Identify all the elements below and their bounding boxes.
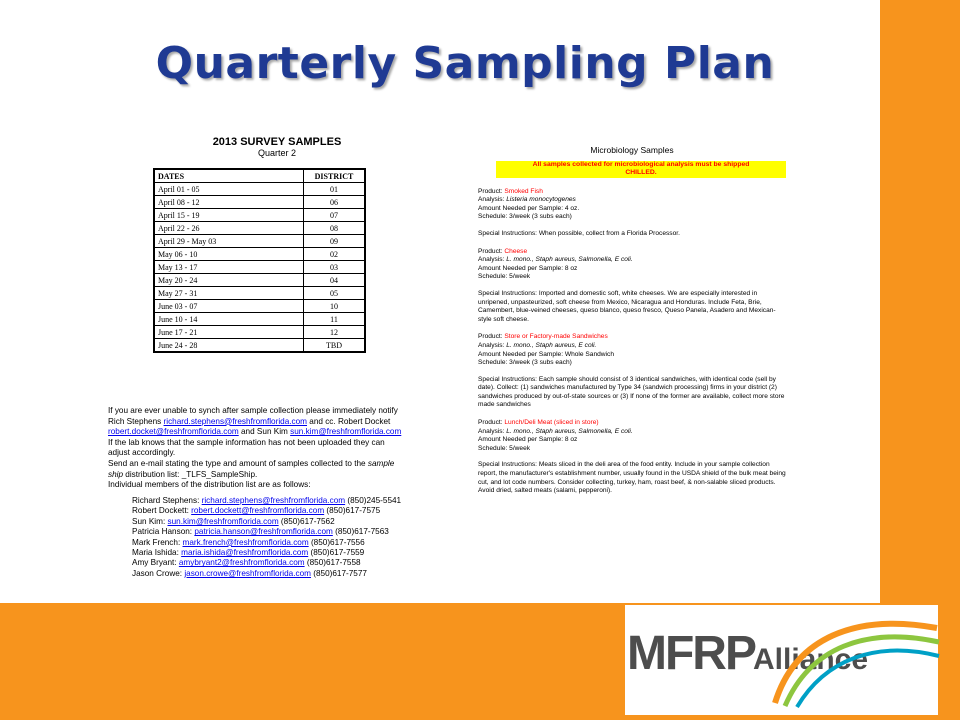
district-cell: 09 xyxy=(304,235,366,248)
note-text: sample xyxy=(367,458,395,468)
table-row xyxy=(154,339,365,353)
note-text: distribution list: _TLFS_SampleShip. xyxy=(123,469,258,479)
column-header-district: DISTRICT xyxy=(304,169,366,183)
product-name: Cheese xyxy=(504,247,528,255)
district-cell: TBD xyxy=(304,339,366,353)
email-link[interactable]: maria.ishida@freshfromflorida.com xyxy=(181,548,309,558)
contact-name: Amy Bryant: xyxy=(132,558,179,568)
column-header-dates: DATES xyxy=(154,169,304,183)
alert-line: CHILLED. xyxy=(625,169,657,177)
date-cell: April 01 - 05 xyxy=(154,183,304,196)
date-cell: June 10 - 14 xyxy=(154,313,304,326)
district-cell: 08 xyxy=(304,222,366,235)
product-label: Product: xyxy=(478,187,505,195)
contact-phone: (850)617-7563 xyxy=(332,527,389,537)
table-row xyxy=(154,235,365,248)
schedule-table xyxy=(153,168,366,353)
date-cell: May 13 - 17 xyxy=(154,261,304,274)
email-link[interactable]: richard.stephens@freshfromflorida.com xyxy=(201,496,346,505)
analysis-value: L. mono., Staph aureus, E coli. xyxy=(506,341,597,349)
date-cell: May 06 - 10 xyxy=(154,248,304,261)
contact-row xyxy=(132,506,442,516)
email-link[interactable]: robert.docket@freshfromflorida.com xyxy=(108,427,239,437)
contact-row xyxy=(132,517,442,527)
district-cell: 07 xyxy=(304,209,366,222)
note-line xyxy=(108,417,438,428)
date-cell: June 03 - 07 xyxy=(154,300,304,313)
table-row xyxy=(154,196,365,209)
note-line xyxy=(108,427,438,438)
analysis-line xyxy=(478,428,786,437)
contact-row xyxy=(132,496,442,506)
date-cell: April 15 - 19 xyxy=(154,209,304,222)
date-cell: April 22 - 26 xyxy=(154,222,304,235)
contact-row xyxy=(132,527,442,537)
contact-name: Robert Dockett: xyxy=(132,506,192,516)
analysis-label: Analysis: xyxy=(478,196,507,204)
table-row xyxy=(154,248,365,261)
table-row xyxy=(154,222,365,235)
product-block xyxy=(478,419,786,496)
product-line xyxy=(478,333,786,342)
sync-instructions xyxy=(108,406,438,491)
analysis-line xyxy=(478,256,786,265)
district-cell: 06 xyxy=(304,196,366,209)
contact-row xyxy=(132,548,442,558)
contact-phone: (850)617-7577 xyxy=(310,568,367,578)
product-label: Product: xyxy=(478,247,505,255)
schedule-line: Schedule: 5/week xyxy=(478,273,531,281)
analysis-value: Listeria monocytogenes xyxy=(506,196,576,204)
note-line: If you are ever unable to synch after sample collection please immediately notify xyxy=(108,406,398,415)
analysis-label: Analysis: xyxy=(478,341,507,349)
alert-line: All samples collected for microbiological analysis must be shipped xyxy=(532,160,750,168)
instructions-line: Special Instructions: When possible, collect from a Florida Processor. xyxy=(478,229,680,237)
note-text: and cc. Robert Docket xyxy=(307,416,391,426)
note-line xyxy=(108,470,438,481)
table-row xyxy=(154,183,365,196)
note-text: Rich Stephens xyxy=(108,416,164,426)
schedule-line: Schedule: 3/week (3 subs each) xyxy=(478,213,572,221)
amount-line: Amount Needed per Sample: 4 oz. xyxy=(478,204,580,212)
contact-phone: (850)617-7558 xyxy=(304,558,361,568)
chilled-alert xyxy=(496,161,786,178)
district-cell: 10 xyxy=(304,300,366,313)
instructions-line: Special Instructions: Imported and domestic soft, white cheeses. We are especially interested in unripened, unpasteurized, soft cheese from Mexico, Nicaragua and Honduras. Include Feta, Brie, Camembert, blue-veined cheeses, queso blanco, queso fresco, Queso Panela, Asadero and Mexican-style soft cheese. xyxy=(478,289,776,323)
contact-phone: (850)617-7559 xyxy=(308,548,365,558)
contact-name: Sun Kim: xyxy=(132,516,168,526)
note-line xyxy=(108,459,438,470)
district-cell: 04 xyxy=(304,274,366,287)
analysis-label: Analysis: xyxy=(478,427,507,435)
analysis-line xyxy=(478,196,786,205)
email-link[interactable]: sun.kim@freshfromflorida.com xyxy=(167,516,279,526)
note-line: adjust accordingly. xyxy=(108,448,176,458)
table-row xyxy=(154,209,365,222)
district-cell: 02 xyxy=(304,248,366,261)
table-header-row xyxy=(154,169,365,183)
date-cell: June 24 - 28 xyxy=(154,339,304,353)
table-row xyxy=(154,326,365,339)
contact-phone: (850)617-7575 xyxy=(324,506,381,516)
product-block xyxy=(478,333,786,410)
contact-name: Maria Ishida: xyxy=(132,548,182,558)
logo-alliance-text: Alliance xyxy=(753,643,869,676)
email-link[interactable]: richard.stephens@freshfromflorida.com xyxy=(163,416,307,426)
date-cell: April 29 - May 03 xyxy=(154,235,304,248)
note-line: Individual members of the distribution list are as follows: xyxy=(108,480,311,490)
contact-phone: (850)617-7562 xyxy=(278,516,335,526)
product-label: Product: xyxy=(478,333,505,341)
contact-row xyxy=(132,538,442,548)
product-block xyxy=(478,248,786,325)
instructions-line: Special Instructions: Each sample should consist of 3 identical sandwiches, with identical code (sell by date). Collect: (1) sandwiches manufactured by Type 34 (sandwich processing) firms in your district (2) sandwiches produced by out-of-state sources or (3) If none of the former are available, collect more store made sandwiches xyxy=(478,375,785,409)
amount-line: Amount Needed per Sample: 8 oz xyxy=(478,436,578,444)
instructions-line: Special Instructions: Meats sliced in the deli area of the food entity. Include in your sample collection report, the manufacturer's establishment number, usually found in the USDA shield of the bulk meat being cut, and lot code numbers. Consider collecting, turkey, ham, roast beef, & non-salable sliced products. Avoid dried, salted meats (salami, pepperoni). xyxy=(478,461,786,495)
product-line xyxy=(478,419,786,428)
note-line: If the lab knows that the sample information has not been uploaded they can xyxy=(108,437,385,447)
logo-swoosh-icon xyxy=(715,608,941,708)
note-text: ship xyxy=(108,469,124,479)
district-cell: 01 xyxy=(304,183,366,196)
contact-name: Jason Crowe: xyxy=(132,568,185,578)
email-link[interactable]: robert.dockett@freshfromflorida.com xyxy=(191,506,325,516)
product-name: Smoked Fish xyxy=(504,187,543,195)
email-link[interactable]: patricia.hanson@freshfromflorida.com xyxy=(194,527,333,537)
email-link[interactable]: sun.kim@freshfromflorida.com xyxy=(290,427,402,437)
date-cell: May 20 - 24 xyxy=(154,274,304,287)
schedule-line: Schedule: 5/week xyxy=(478,444,531,452)
analysis-label: Analysis: xyxy=(478,256,507,264)
contact-phone: (850)617-7556 xyxy=(308,537,365,547)
amount-line: Amount Needed per Sample: 8 oz xyxy=(478,264,578,272)
page-title: Quarterly Sampling Plan xyxy=(155,38,775,89)
contact-row xyxy=(132,558,442,568)
district-cell: 05 xyxy=(304,287,366,300)
survey-section xyxy=(108,136,428,350)
email-link[interactable]: jason.crowe@freshfromflorida.com xyxy=(184,568,311,578)
schedule-line: Schedule: 3/week (3 subs each) xyxy=(478,359,572,367)
micro-title: Microbiology Samples xyxy=(590,145,674,155)
date-cell: May 27 - 31 xyxy=(154,287,304,300)
contact-name: Mark French: xyxy=(132,537,183,547)
product-line xyxy=(478,188,786,197)
contact-name: Richard Stephens: xyxy=(132,496,202,505)
date-cell: April 08 - 12 xyxy=(154,196,304,209)
amount-line: Amount Needed per Sample: Whole Sandwich xyxy=(478,350,614,358)
table-row xyxy=(154,274,365,287)
table-row xyxy=(154,261,365,274)
district-cell: 12 xyxy=(304,326,366,339)
district-cell: 03 xyxy=(304,261,366,274)
product-block xyxy=(478,188,786,239)
email-link[interactable]: mark.french@freshfromflorida.com xyxy=(182,537,309,547)
note-text: Send an e-mail stating the type and amount of samples collected to the xyxy=(108,458,368,468)
table-row xyxy=(154,300,365,313)
product-name: Lunch/Deli Meat (sliced in store) xyxy=(504,419,599,427)
contact-phone: (850)245-5541 xyxy=(345,496,402,505)
table-row xyxy=(154,313,365,326)
survey-subtitle: Quarter 2 xyxy=(257,148,297,158)
email-link[interactable]: amybryant2@freshfromflorida.com xyxy=(178,558,305,568)
product-name: Store or Factory-made Sandwiches xyxy=(504,333,608,341)
date-cell: June 17 - 21 xyxy=(154,326,304,339)
note-text: and Sun Kim xyxy=(238,427,291,437)
logo-mfrp-text: MFRP xyxy=(627,627,755,680)
product-label: Product: xyxy=(478,419,505,427)
product-line xyxy=(478,248,786,257)
district-cell: 11 xyxy=(304,313,366,326)
contact-list xyxy=(132,496,442,579)
contact-row xyxy=(132,569,442,579)
analysis-line xyxy=(478,342,786,351)
contact-name: Patricia Hanson: xyxy=(132,527,195,537)
microbiology-section xyxy=(478,146,786,505)
orange-side-bar xyxy=(880,0,960,603)
survey-title: 2013 SURVEY SAMPLES xyxy=(212,136,342,148)
analysis-value: L. mono., Staph aureus, Salmonella, E coli. xyxy=(506,427,633,435)
table-row xyxy=(154,287,365,300)
analysis-value: L. mono., Staph aureus, Salmonella, E coli. xyxy=(506,256,633,264)
